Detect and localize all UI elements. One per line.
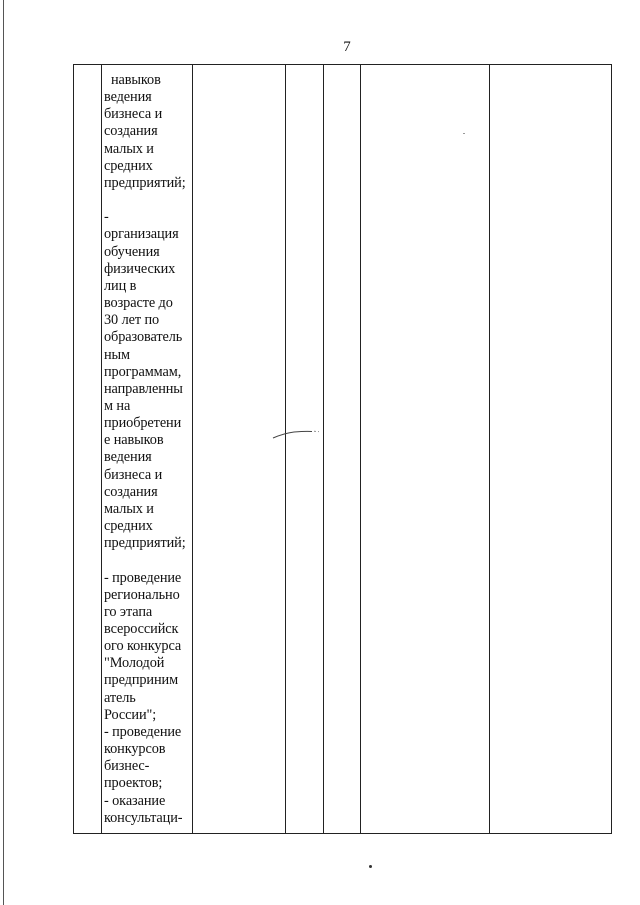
scan-dot	[369, 865, 372, 868]
column-divider	[192, 65, 193, 833]
column-divider	[101, 65, 102, 833]
scan-speck	[463, 133, 465, 134]
column-divider	[360, 65, 361, 833]
page-number: 7	[343, 39, 351, 55]
column-divider	[489, 65, 490, 833]
page-left-edge	[3, 0, 4, 905]
column-divider	[323, 65, 324, 833]
column-divider	[285, 65, 286, 833]
pen-mark	[272, 426, 322, 442]
document-table	[73, 64, 612, 834]
table-cell-measures: навыков ведения бизнеса и создания малых и средних предприятий; - организация обучения физических лиц в возрасте до 30 лет по образователь ным программам, направленны м на приобретени е навыков ведения бизнеса и создания малых и средних предприятий; - проведение регионально го этапа всероссийск ого конкурса "Молодой предприним атель России"; - проведение конкурсов бизнес- проектов; - оказание консультаци-	[104, 72, 186, 826]
